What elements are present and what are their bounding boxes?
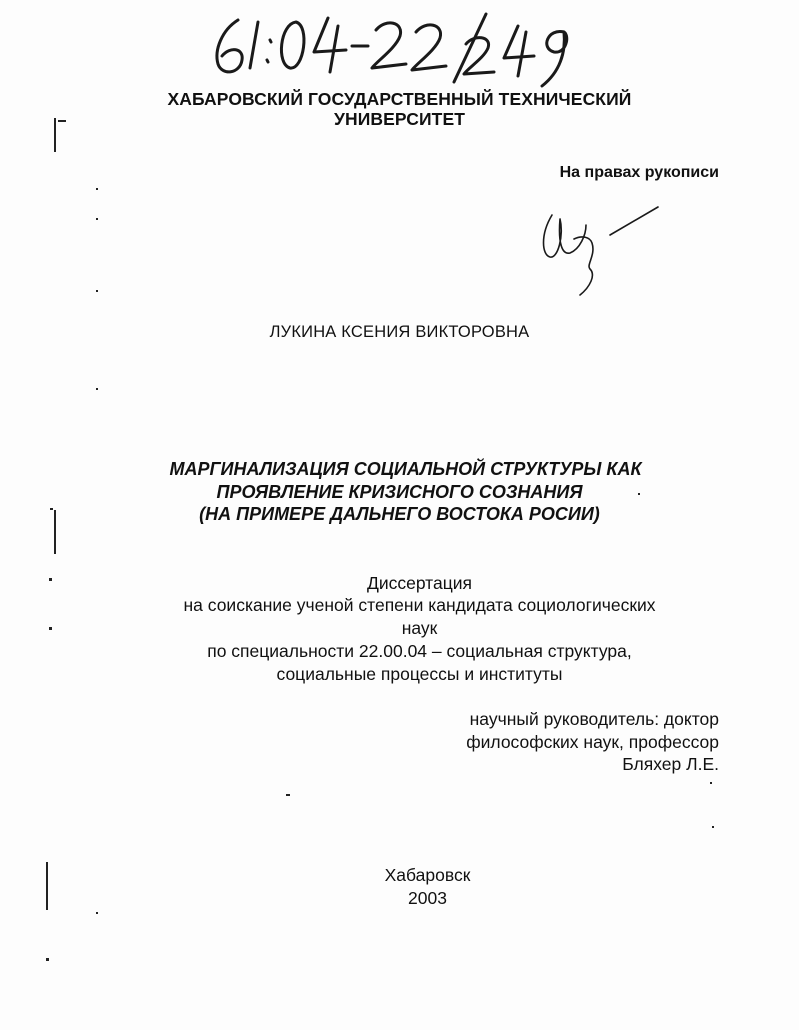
manuscript-rights-note: На правах рукописи [559, 164, 719, 181]
advisor-line2: философских наук, профессор [466, 732, 719, 752]
thesis-title-line2: ПРОЯВЛЕНИЕ КРИЗИСНОГО СОЗНАНИЯ [216, 482, 583, 502]
dissertation-label: Диссертация [366, 573, 473, 593]
advisor-name: Бляхер Л.Е. [622, 754, 719, 774]
degree-line-cont: наук [401, 618, 438, 638]
advisor-line1: научный руководитель: доктор [469, 709, 719, 729]
university-name-line1: ХАБАРОВСКИЙ ГОСУДАРСТВЕННЫЙ ТЕХНИЧЕСКИЙ [167, 89, 632, 109]
author-name: ЛУКИНА КСЕНИЯ ВИКТОРОВНА [269, 323, 530, 341]
university-name-line2: УНИВЕРСИТЕТ [333, 109, 466, 129]
city: Хабаровск [384, 865, 471, 885]
thesis-title-line3: (НА ПРИМЕРЕ ДАЛЬНЕГО ВОСТОКА РОСИИ) [199, 504, 600, 524]
year: 2003 [408, 888, 447, 908]
handwritten-archive-number [200, 2, 600, 92]
thesis-title-line1: МАРГИНАЛИЗАЦИЯ СОЦИАЛЬНОЙ СТРУКТУРЫ КАК [169, 459, 642, 479]
signature-image [530, 195, 680, 305]
specialty-line-cont: социальные процессы и институты [276, 664, 563, 684]
degree-line: на соискание ученой степени кандидата социологических [183, 595, 656, 615]
specialty-line: по специальности 22.00.04 – социальная структура, [207, 641, 632, 661]
